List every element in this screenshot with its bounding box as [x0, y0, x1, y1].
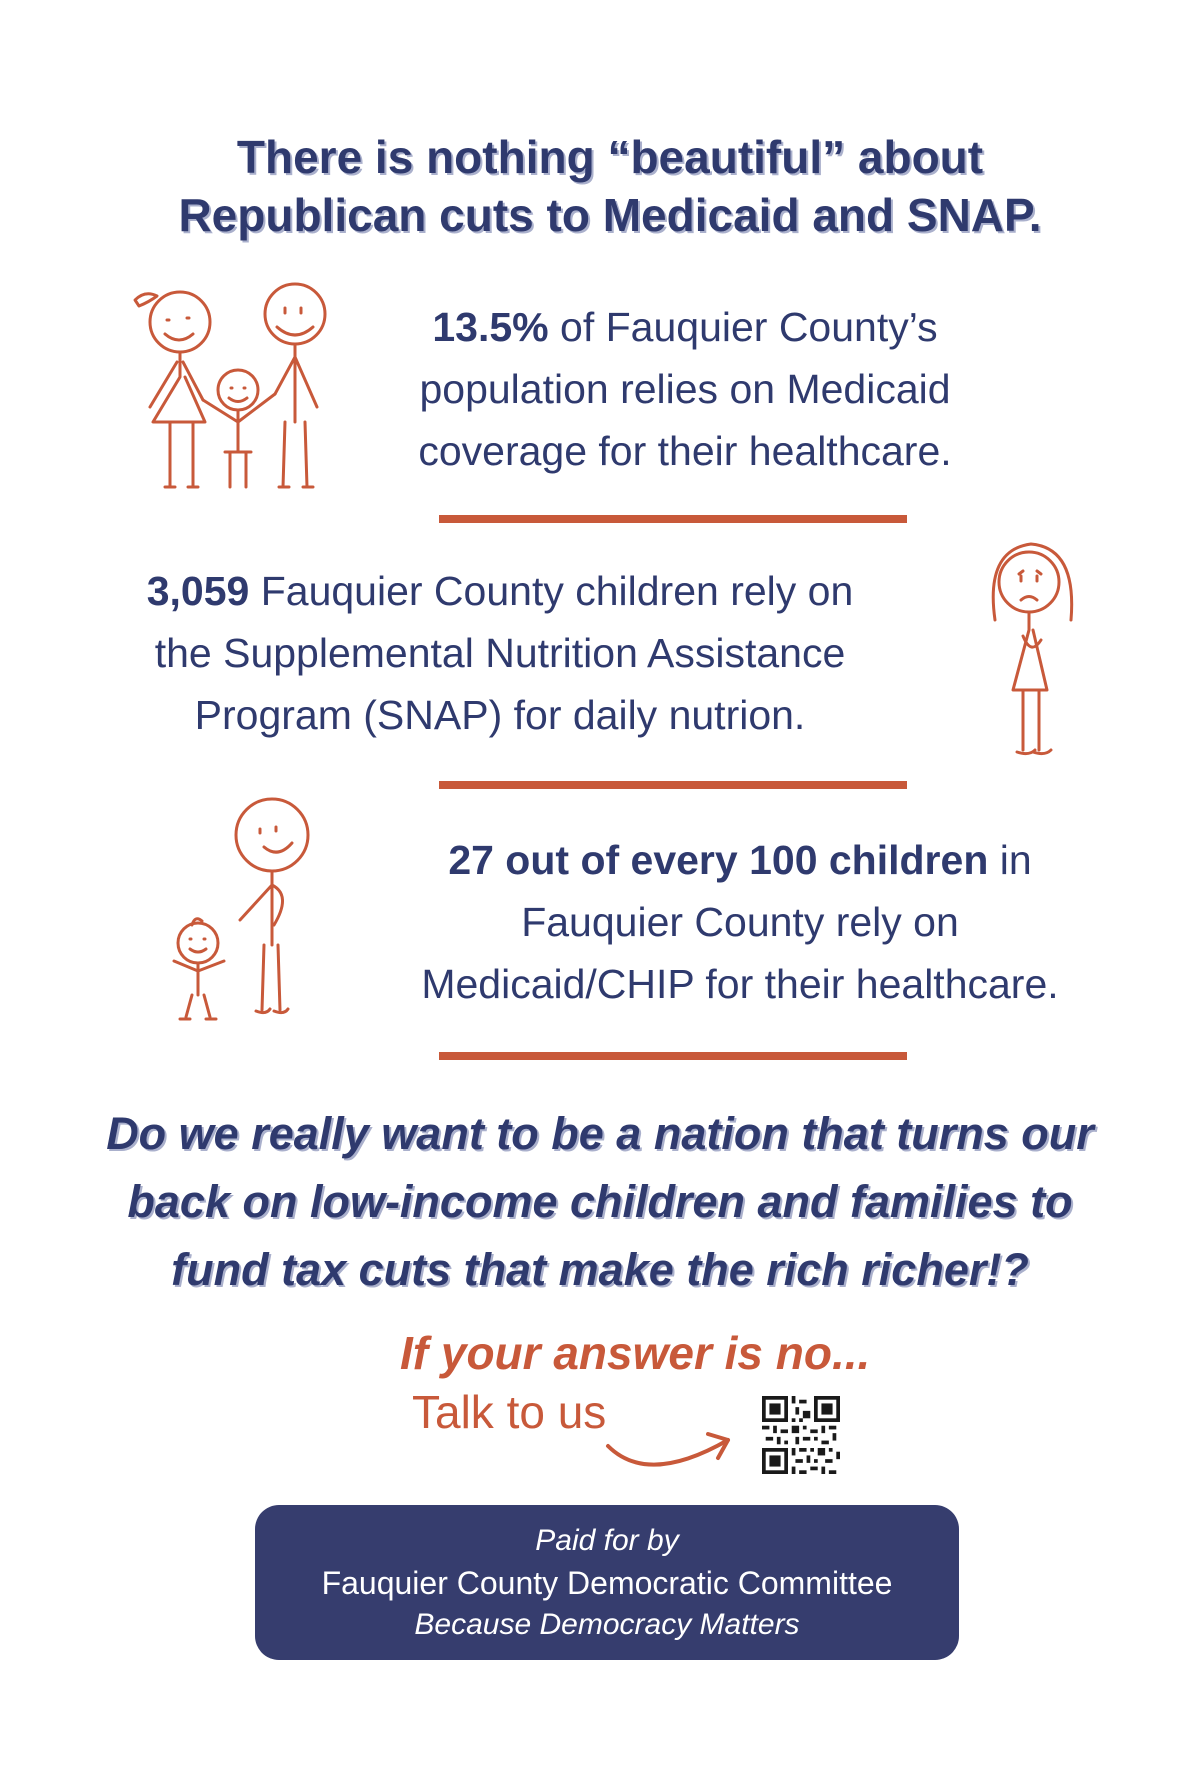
qr-code-icon[interactable] — [762, 1396, 840, 1474]
sad-girl-illustration — [985, 540, 1075, 770]
stat-snap-children — [0, 560, 1000, 746]
committee-tagline: Because Democracy Matters — [414, 1608, 800, 1641]
stat-3-text: in — [988, 837, 1032, 883]
answer-prompt: If your answer is no... — [400, 1327, 871, 1379]
stat-2-line-3: Program (SNAP) for daily nutrion. — [194, 692, 806, 738]
talk-to-us-text: Talk to us — [412, 1386, 607, 1438]
adult-child-illustration — [160, 795, 330, 1030]
stat-1-line-3: coverage for their healthcare. — [418, 428, 952, 474]
question-line-2: back on low-income children and families to — [127, 1176, 1073, 1227]
committee-name: Fauquier County Democratic Committee — [321, 1565, 893, 1601]
curved-arrow-icon — [600, 1428, 740, 1488]
stat-3-line-2: Fauquier County rely on — [521, 899, 959, 945]
divider-3 — [439, 1052, 907, 1060]
divider-2 — [439, 781, 907, 789]
stat-2-highlight: 3,059 — [146, 568, 250, 614]
stat-1-highlight: 13.5% — [432, 304, 549, 350]
stat-medicaid-population — [370, 296, 1000, 482]
question-line-3: fund tax cuts that make the rich richer!? — [171, 1244, 1029, 1295]
paid-for-label: Paid for by — [535, 1524, 679, 1557]
paid-for-by-box — [255, 1505, 959, 1660]
stat-2-line-2: the Supplemental Nutrition Assistance — [154, 630, 846, 676]
headline-line-1: There is nothing “beautiful” about — [236, 131, 984, 183]
family-illustration — [125, 282, 340, 497]
stat-medicaid-chip-children — [380, 829, 1100, 1015]
headline-line-2: Republican cuts to Medicaid and SNAP. — [178, 189, 1042, 241]
stat-1-line-2: population relies on Medicaid — [419, 366, 951, 412]
question-line-1: Do we really want to be a nation that turns our — [106, 1108, 1094, 1159]
stat-3-highlight: 27 out of every 100 children — [448, 837, 989, 883]
divider-1 — [439, 515, 907, 523]
stat-3-line-3: Medicaid/CHIP for their healthcare. — [421, 961, 1059, 1007]
question-text — [0, 1100, 1200, 1304]
headline — [0, 128, 1200, 244]
stat-1-text: of Fauquier County’s — [548, 304, 938, 350]
stat-2-text: Fauquier County children rely on — [249, 568, 854, 614]
